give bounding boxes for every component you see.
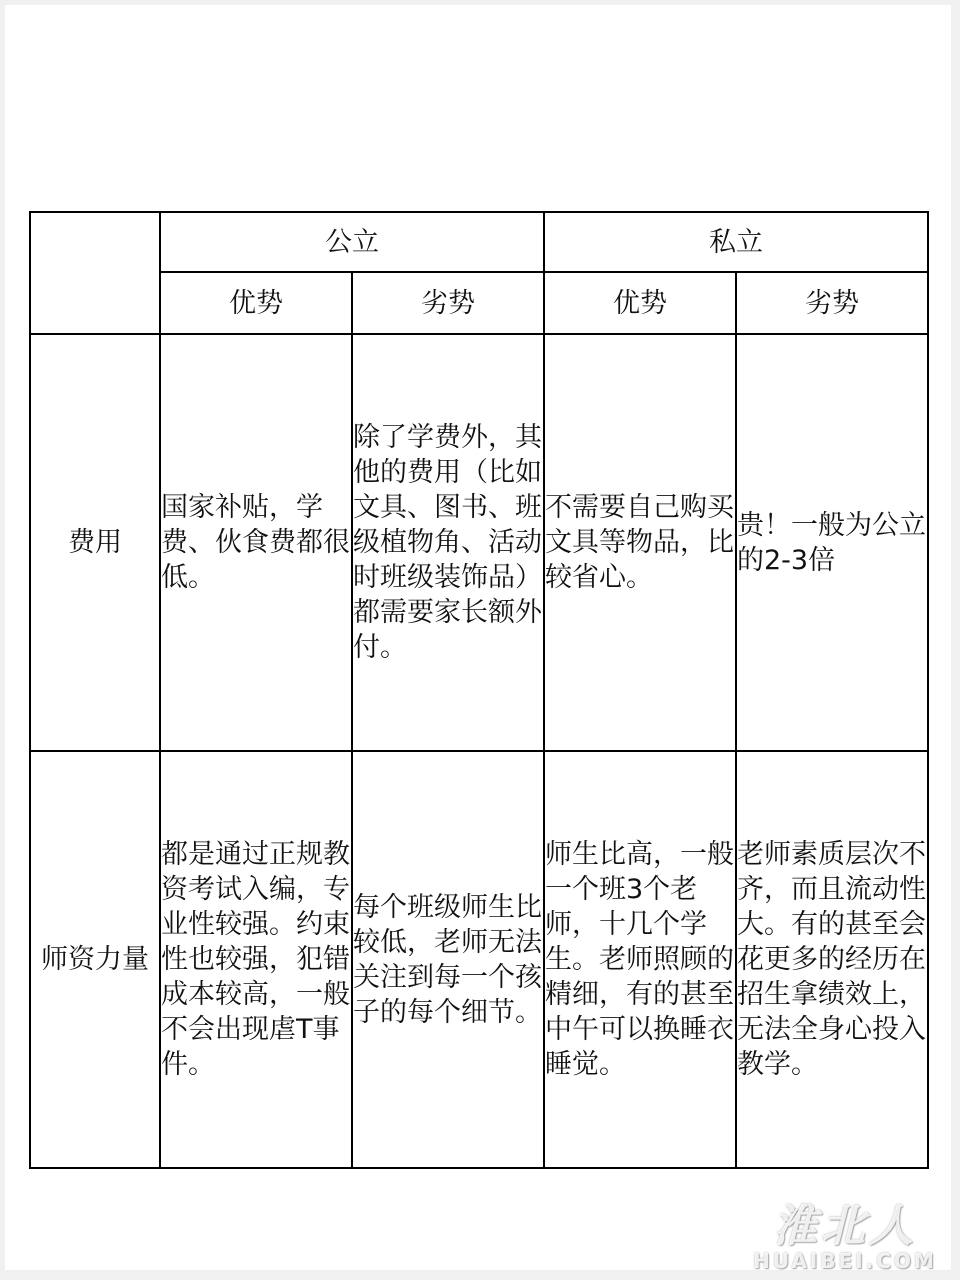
subheader-public-disadvantage: 劣势 bbox=[352, 272, 544, 334]
header-private: 私立 bbox=[544, 212, 928, 272]
comparison-table bbox=[29, 211, 929, 1169]
table-row bbox=[30, 334, 928, 751]
cell-teachers-private-disadvantage: 老师素质层次不齐，而且流动性大。有的甚至会花更多的经历在招生拿绩效上，无法全身心投入教学。 bbox=[736, 751, 928, 1168]
site-watermark bbox=[740, 1201, 950, 1273]
header-public: 公立 bbox=[160, 212, 544, 272]
cell-teachers-public-advantage: 都是通过正规教资考试入编，专业性较强。约束性也较强，犯错成本较高，一般不会出现虐T事件。 bbox=[160, 751, 352, 1168]
cell-teachers-public-disadvantage: 每个班级师生比较低，老师无法关注到每一个孩子的每个细节。 bbox=[352, 751, 544, 1168]
subheader-private-advantage: 优势 bbox=[544, 272, 736, 334]
subheader-public-advantage: 优势 bbox=[160, 272, 352, 334]
group-header-row bbox=[30, 212, 928, 272]
row-label-cost: 费用 bbox=[30, 334, 160, 751]
table-row bbox=[30, 751, 928, 1168]
watermark-cn: 淮北人 bbox=[773, 1201, 917, 1252]
corner-cell bbox=[30, 212, 160, 334]
cell-cost-public-disadvantage: 除了学费外，其他的费用（比如文具、图书、班级植物角、活动时班级装饰品）都需要家长额外付。 bbox=[352, 334, 544, 751]
cell-cost-private-disadvantage: 贵！一般为公立的2-3倍 bbox=[736, 334, 928, 751]
row-label-teachers: 师资力量 bbox=[30, 751, 160, 1168]
cell-teachers-private-advantage: 师生比高，一般一个班3个老师，十几个学生。老师照顾的精细，有的甚至中午可以换睡衣睡觉。 bbox=[544, 751, 736, 1168]
subheader-row bbox=[30, 272, 928, 334]
cell-cost-public-advantage: 国家补贴，学费、伙食费都很低。 bbox=[160, 334, 352, 751]
subheader-private-disadvantage: 劣势 bbox=[736, 272, 928, 334]
cell-cost-private-advantage: 不需要自己购买文具等物品，比较省心。 bbox=[544, 334, 736, 751]
watermark-en: HUAIBEI.COM bbox=[753, 1249, 937, 1273]
